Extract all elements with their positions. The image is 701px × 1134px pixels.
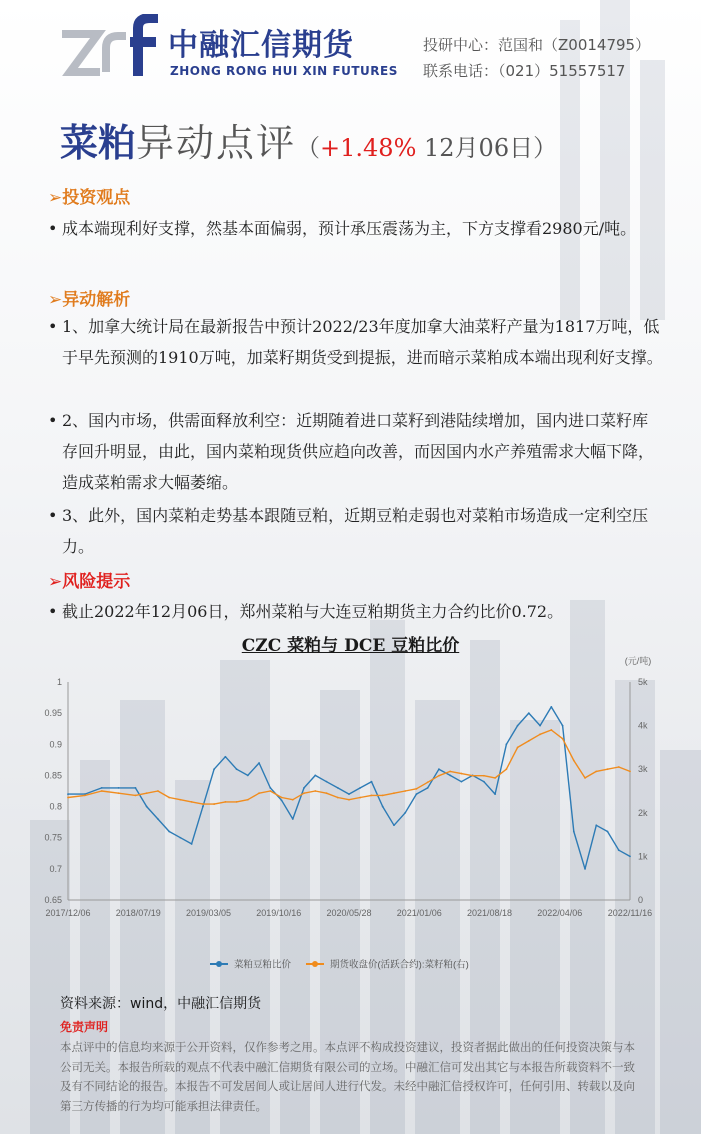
- series-2-point: [269, 790, 271, 792]
- series-2-point: [146, 792, 148, 794]
- series-1-point: [494, 793, 496, 795]
- series-2-point: [494, 777, 496, 779]
- view-paragraph: [48, 213, 663, 244]
- y-left-tick-label: 0.8: [49, 801, 62, 812]
- series-1-point: [224, 756, 226, 758]
- series-2-point: [539, 733, 541, 735]
- series-1-point: [573, 831, 575, 833]
- title-commodity: 菜粕: [60, 121, 137, 165]
- chart-title: CZC 菜粕与 DCE 豆粕比价: [241, 636, 460, 656]
- bullet: •: [48, 602, 58, 621]
- x-tick-label: 2022/04/06: [537, 908, 583, 918]
- company-logo-icon: [60, 14, 160, 80]
- series-2-point: [213, 803, 215, 805]
- x-tick-label: 2018/07/19: [115, 908, 161, 918]
- risk-paragraph: [48, 596, 663, 627]
- series-1-point: [146, 806, 148, 808]
- x-tick-label: 2019/03/05: [185, 908, 232, 918]
- series-1-point: [584, 868, 586, 870]
- bullet: •: [48, 411, 58, 430]
- analysis-paragraph-2: [48, 405, 663, 498]
- y-right-unit-label: (元/吨): [624, 656, 652, 666]
- series-2-point: [202, 803, 204, 805]
- series-1-point: [629, 856, 631, 858]
- series-2-point: [67, 797, 69, 799]
- series-2-point: [461, 773, 463, 775]
- phone-contact: 联系电话：（021）51557517: [423, 62, 626, 80]
- series-1-point: [595, 824, 597, 826]
- analysis-paragraph-1: [48, 311, 663, 373]
- series-1-point: [539, 725, 541, 727]
- y-right-tick-label: 2k: [638, 807, 648, 818]
- series-2-point: [359, 797, 361, 799]
- series-1-point: [449, 775, 451, 777]
- header: [0, 0, 701, 100]
- series-1-point: [191, 843, 193, 845]
- series-2-point: [348, 799, 350, 801]
- series-2-point: [438, 775, 440, 777]
- series-1-point: [393, 824, 395, 826]
- series-1-point: [247, 775, 249, 777]
- series-2-point: [528, 740, 530, 742]
- series-1-point: [416, 793, 418, 795]
- series-2-point: [337, 797, 339, 799]
- series-line-1: [68, 707, 630, 869]
- series-2-point: [584, 777, 586, 779]
- contact-info: [423, 32, 650, 84]
- series-2-point: [168, 797, 170, 799]
- y-left-tick-label: 0.65: [44, 895, 62, 905]
- series-1-point: [607, 831, 609, 833]
- y-left-tick-label: 0.95: [44, 708, 62, 719]
- company-name-en: ZHONG RONG HUI XIN FUTURES: [170, 64, 398, 78]
- series-1-point: [202, 806, 204, 808]
- series-2-point: [393, 792, 395, 794]
- series-2-point: [505, 768, 507, 770]
- title-paren-close: ）: [533, 134, 558, 162]
- data-source: 资料来源：wind，中融汇信期货: [60, 996, 262, 1012]
- y-left-tick-label: 0.7: [49, 863, 62, 874]
- series-2-point: [618, 766, 620, 768]
- series-2-point: [371, 794, 373, 796]
- series-1-point: [168, 831, 170, 833]
- x-tick-label: 2022/11/16: [607, 908, 653, 918]
- disclaimer-text: 本点评中的信息均来源于公开资料，仅作参考之用。本点评不构成投资建议，投资者据此做出的任何投资决策与本公司无关。本报告所载的观点不代表中融汇信期货有限公司的立场。中融汇信可发出其它与本报告所载资料不一致及有不同结论的报告。本报告不可发居间人或让居间人进行代发。未经中融汇信授权许可，任何引用、转载以及向第三方传播的行为均可能承担法律责任。: [60, 1040, 635, 1113]
- series-2-point: [236, 801, 238, 803]
- series-2-point: [135, 794, 137, 796]
- series-1-point: [269, 787, 271, 789]
- disclaimer-title: 免责声明: [60, 1020, 109, 1034]
- legend-marker-1: [216, 961, 222, 967]
- series-2-point: [416, 788, 418, 790]
- series-1-point: [258, 762, 260, 764]
- series-2-point: [303, 792, 305, 794]
- series-1-point: [101, 787, 103, 789]
- y-left-tick-label: 1: [56, 677, 62, 687]
- series-1-point: [157, 818, 159, 820]
- series-2-point: [573, 760, 575, 762]
- series-1-point: [326, 781, 328, 783]
- x-tick-label: 2019/10/16: [256, 908, 302, 918]
- series-1-point: [461, 781, 463, 783]
- risk-text: 截止2022年12月06日，郑州菜粕与大连豆粕期货主力合约比价0.72。: [62, 602, 564, 621]
- series-1-point: [135, 787, 137, 789]
- y-right-tick-label: 1k: [638, 851, 648, 862]
- series-2-point: [449, 770, 451, 772]
- series-2-point: [157, 790, 159, 792]
- title-paren-open: （: [296, 134, 321, 162]
- series-2-point: [281, 797, 283, 799]
- series-1-point: [67, 793, 69, 795]
- series-1-point: [213, 768, 215, 770]
- series-2-point: [118, 792, 120, 794]
- series-1-point: [348, 793, 350, 795]
- series-line-2: [68, 730, 630, 804]
- series-2-point: [326, 792, 328, 794]
- series-2-point: [483, 775, 485, 777]
- series-2-point: [191, 801, 193, 803]
- series-1-point: [505, 743, 507, 745]
- analysis-text-1: 1、加拿大统计局在最新报告中预计2022/23年度加拿大油菜籽产量为1817万吨，低于早先预测的1910万吨，加菜籽期货受到提振，进而暗示菜粕成本端出现利好支撑。: [62, 317, 663, 367]
- series-2-point: [84, 794, 86, 796]
- analysis-text-3: 3、此外，国内菜粕走势基本跟随豆粕，近期豆粕走弱也对菜粕市场造成一定利空压力。: [62, 506, 649, 556]
- series-1-point: [562, 725, 564, 727]
- series-2-point: [595, 770, 597, 772]
- bullet: •: [48, 506, 58, 525]
- series-1-point: [337, 787, 339, 789]
- series-2-point: [224, 801, 226, 803]
- series-1-point: [359, 787, 361, 789]
- series-1-point: [483, 781, 485, 783]
- series-1-point: [550, 706, 552, 708]
- series-1-point: [382, 806, 384, 808]
- y-left-tick-label: 0.9: [49, 739, 62, 750]
- series-1-point: [118, 787, 120, 789]
- series-2-point: [562, 738, 564, 740]
- series-1-point: [180, 837, 182, 839]
- series-1-point: [236, 768, 238, 770]
- series-2-point: [101, 790, 103, 792]
- series-2-point: [629, 770, 631, 772]
- series-2-point: [258, 792, 260, 794]
- series-1-point: [618, 849, 620, 851]
- bullet: •: [48, 317, 58, 336]
- y-right-tick-label: 4k: [638, 720, 648, 731]
- series-2-point: [382, 794, 384, 796]
- title-type: 异动点评: [136, 121, 297, 165]
- legend-label-2: 期货收盘价(活跃合约):菜籽粕(右): [330, 959, 469, 971]
- series-2-point: [247, 799, 249, 801]
- company-name-cn: 中融汇信期货: [168, 28, 354, 63]
- series-2-point: [180, 799, 182, 801]
- series-1-point: [292, 818, 294, 820]
- series-1-point: [528, 712, 530, 714]
- series-2-point: [314, 790, 316, 792]
- legend-label-1: 菜粕豆粕比价: [234, 959, 292, 971]
- ratio-chart: [30, 648, 670, 980]
- series-1-point: [303, 787, 305, 789]
- series-2-point: [292, 799, 294, 801]
- y-left-tick-label: 0.85: [44, 770, 62, 781]
- view-text: 成本端现利好支撑，然基本面偏弱，预计承压震荡为主，下方支撑看2980元/吨。: [62, 219, 637, 238]
- series-1-point: [371, 781, 373, 783]
- x-tick-label: 2020/05/28: [326, 908, 372, 918]
- title-change: +1.48%: [320, 134, 417, 162]
- series-2-point: [472, 775, 474, 777]
- research-contact: 投研中心：范国和（Z0014795）: [423, 36, 651, 54]
- series-2-point: [427, 781, 429, 783]
- series-1-point: [404, 812, 406, 814]
- risk-heading: ➢风险提示: [48, 572, 131, 592]
- series-1-point: [281, 799, 283, 801]
- y-right-tick-label: 5k: [638, 677, 648, 687]
- y-right-tick-label: 3k: [638, 764, 648, 775]
- page-title: [60, 112, 557, 167]
- series-1-point: [517, 725, 519, 727]
- x-tick-label: 2021/01/06: [396, 908, 442, 918]
- series-1-point: [314, 775, 316, 777]
- legend-marker-2: [312, 961, 318, 967]
- title-date: 12月06日: [416, 134, 534, 162]
- analysis-text-2: 2、国内市场，供需面释放利空：近期随着进口菜籽到港陆续增加，国内进口菜籽库存回升明显，由此，国内菜粕现货供应趋向改善，而因国内水产养殖需求大幅下降，造成菜粕需求大幅萎缩。: [62, 411, 655, 492]
- y-left-tick-label: 0.75: [44, 832, 62, 843]
- series-2-point: [607, 768, 609, 770]
- x-tick-label: 2021/08/18: [466, 908, 513, 918]
- analysis-paragraph-3: [48, 500, 663, 562]
- series-2-point: [404, 790, 406, 792]
- analysis-heading: ➢异动解析: [48, 290, 131, 310]
- series-2-point: [550, 729, 552, 731]
- y-right-tick-label: 0: [638, 895, 644, 905]
- bullet: •: [48, 219, 58, 238]
- x-tick-label: 2017/12/06: [45, 908, 91, 918]
- series-2-point: [517, 747, 519, 749]
- series-1-point: [427, 787, 429, 789]
- view-heading: ➢投资观点: [48, 188, 131, 208]
- series-1-point: [438, 768, 440, 770]
